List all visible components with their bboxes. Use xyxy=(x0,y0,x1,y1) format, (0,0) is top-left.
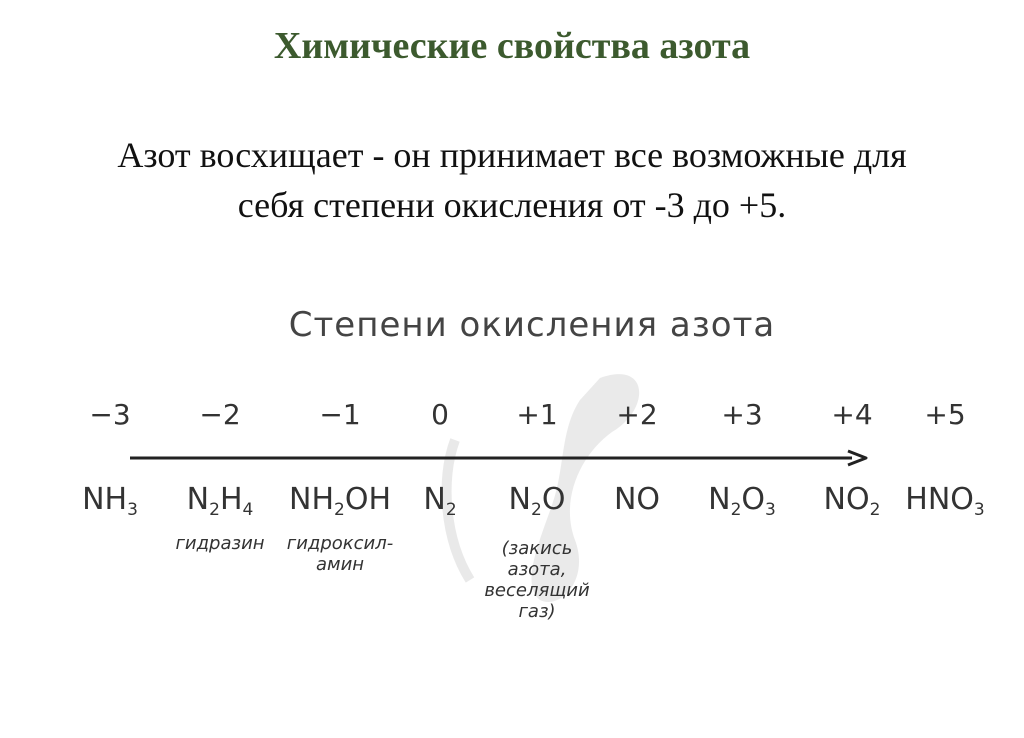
formula-text: N xyxy=(708,482,731,517)
formula-subscript: 3 xyxy=(973,500,985,520)
formula-subscript: 3 xyxy=(765,500,776,520)
formula-text: N xyxy=(423,482,446,517)
formula-text: O xyxy=(541,482,566,517)
oxidation-state-label: +5 xyxy=(924,398,966,431)
formula-subscript: 2 xyxy=(531,500,542,520)
compound-note-line: веселящий xyxy=(484,580,590,601)
compound-note-line: азота, xyxy=(507,559,567,580)
compound-note-line: гидроксил- xyxy=(286,533,394,554)
formula-subscript: 3 xyxy=(127,500,138,520)
scale-heading: Степени окисления азота xyxy=(288,305,776,345)
formula-subscript: 2 xyxy=(445,500,457,520)
page-title: Химические свойства азота xyxy=(273,25,751,67)
oxidation-state-label: +2 xyxy=(616,398,658,431)
formula-text: N xyxy=(186,482,210,517)
oxidation-state-label: 0 xyxy=(431,398,449,431)
oxidation-state-label: −3 xyxy=(89,398,131,431)
oxidation-state-label: −2 xyxy=(199,398,241,431)
formula-text: NO xyxy=(613,482,661,517)
lead-line-1: Азот восхищает - он принимает все возможные для xyxy=(117,135,907,175)
formula-subscript: 2 xyxy=(334,500,345,520)
formula-subscript: 2 xyxy=(209,500,220,520)
formula-text: NH xyxy=(82,482,128,517)
formula-text: N xyxy=(508,482,531,517)
oxidation-state-label: +1 xyxy=(516,398,558,431)
compound-note-line: (закись xyxy=(501,538,573,559)
formula-text: NH xyxy=(289,482,334,517)
formula-text: O xyxy=(741,482,766,517)
formula-subscript: 4 xyxy=(242,500,254,520)
formula-text: H xyxy=(219,482,243,517)
formula-text: NO xyxy=(823,482,870,517)
formula-text: HNO xyxy=(905,482,974,517)
compound-note-line: амин xyxy=(315,554,365,575)
formula-text: OH xyxy=(344,482,391,517)
formula-subscript: 2 xyxy=(730,500,742,520)
oxidation-state-label: +4 xyxy=(831,398,873,431)
formula-subscript: 2 xyxy=(869,500,881,520)
oxidation-state-label: −1 xyxy=(319,398,361,431)
compound-note-line: газ) xyxy=(518,601,556,622)
lead-line-2: себя степени окисления от -3 до +5. xyxy=(237,185,787,225)
compound-note-line: гидразин xyxy=(175,533,265,554)
oxidation-state-label: +3 xyxy=(721,398,763,431)
